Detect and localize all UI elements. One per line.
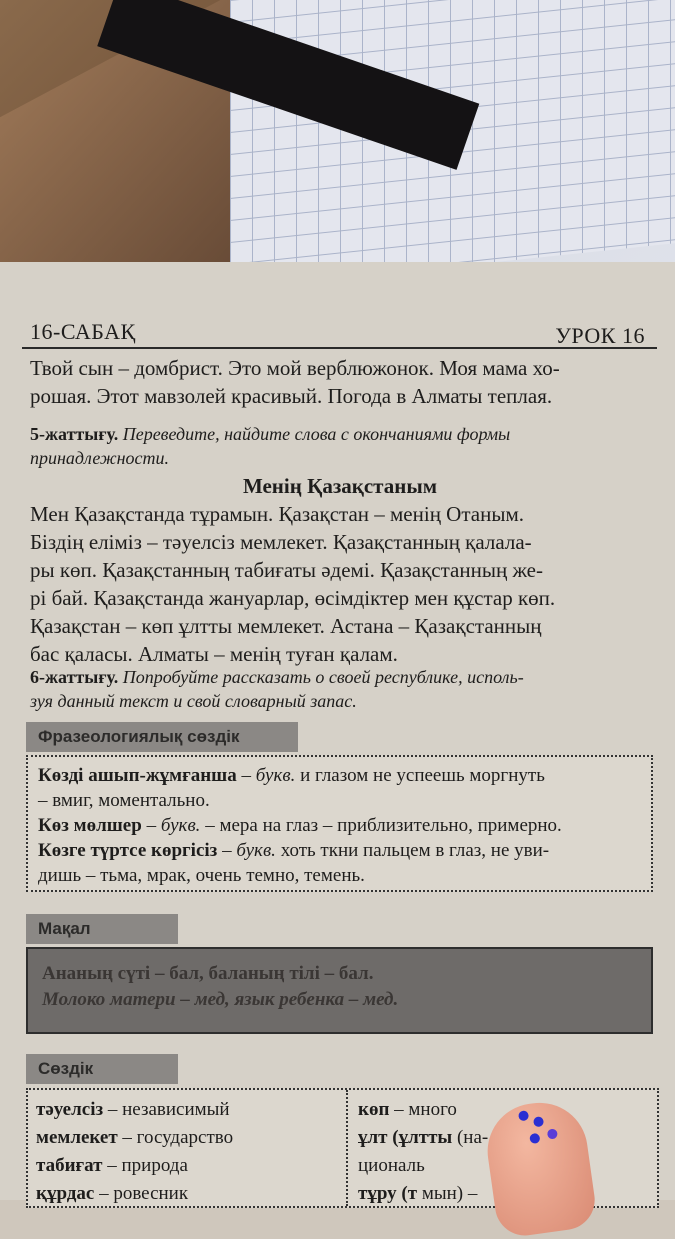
vocab-term: ұлт (ұлтты	[358, 1127, 453, 1148]
phrase-translation: – вмиг, моментально.	[38, 790, 210, 811]
proverb-box	[26, 947, 653, 1034]
exercise-instruction: принадлежности.	[30, 448, 170, 468]
phrase-translation: и глазом не успеешь моргнуть	[300, 765, 545, 786]
nail-gem	[533, 1116, 544, 1127]
text-title: Менің Қазақстаным	[242, 474, 438, 498]
textbook-page	[0, 262, 675, 1204]
proverb-kazakh: Ананың сүті – бал, баланың тілі – бал.	[42, 963, 374, 984]
text-line: рі бай. Қазақстанда жануарлар, өсімдіктер мен құстар көп.	[30, 586, 556, 610]
phrase-term: Көзге түртсе көргісіз	[38, 840, 218, 861]
intro-line: Твой сын – домбрист. Это мой верблюжонок. Моя мама хо-	[30, 356, 560, 380]
exercise-instruction: Переведите, найдите слова с окончаниями формы	[122, 424, 511, 444]
intro-line: рошая. Этот мавзолей красивый. Погода в Алматы теплая.	[30, 384, 553, 408]
proverb-label: Мақал	[26, 914, 178, 944]
phrase-term: Көзді ашып-жұмғанша	[38, 765, 237, 786]
exercise-number: 6-жаттығу.	[30, 667, 119, 687]
vocab-translation: циональ	[358, 1155, 425, 1176]
vocab-translation: мын) –	[421, 1183, 478, 1204]
nail-gem	[518, 1110, 529, 1121]
text-line: бас қаласы. Алматы – менің туған қалам.	[30, 642, 398, 666]
lesson-label-ru: УРОК 16	[555, 323, 645, 348]
exercise-number: 5-жаттығу.	[30, 424, 119, 444]
vocab-translation: (на-	[456, 1127, 489, 1148]
proverb-russian: Молоко матери – мед, язык ребенка – мед.	[42, 989, 399, 1010]
phraseology-box: Көзді ашып-жұмғанша – букв. и глазом не успеешь моргнуть – вмиг, моментально. Көз мөлшер – букв. – мера на глаз – приблизительно, примерно. Көзге түртсе көргісіз – букв. хоть ткни пальцем в глаз, не уви- дишь – тьма, мрак, очень темно, темень.	[26, 755, 653, 892]
reading-text	[30, 500, 650, 668]
vocab-term: тәуелсіз	[36, 1099, 104, 1120]
nail-gem	[547, 1128, 558, 1139]
vocab-translation: – государство	[122, 1127, 234, 1148]
phrase-note: букв.	[255, 765, 296, 786]
vocab-term: көп	[358, 1099, 390, 1120]
phraseology-label: Фразеологиялық сөздік	[26, 722, 298, 752]
lesson-label-kz: 16-САБАҚ	[30, 319, 136, 344]
exercise-instruction: Попробуйте рассказать о своей республике, исполь-	[122, 667, 524, 687]
phrase-term: Көз мөлшер	[38, 815, 142, 836]
exercise-6	[30, 665, 650, 713]
phrase-note: букв.	[236, 840, 276, 861]
vocabulary-left-column	[36, 1096, 233, 1208]
intro-paragraph	[30, 354, 650, 410]
vocab-term: мемлекет	[36, 1127, 118, 1148]
desk-background	[0, 0, 675, 300]
column-divider	[346, 1090, 348, 1206]
phrase-translation: хоть ткни пальцем в глаз, не уви-	[280, 840, 550, 861]
exercise-5	[30, 422, 650, 470]
text-line: Біздің еліміз – тәуелсіз мемлекет. Қазақстанның қалала-	[30, 530, 532, 554]
nail-gem	[529, 1133, 540, 1144]
text-line: Қазақстан – көп ұлтты мемлекет. Астана – Қазақстанның	[30, 614, 542, 638]
vocab-translation: – ровесник	[99, 1183, 189, 1204]
phrase-translation: – мера на глаз – приблизительно, примерно.	[205, 815, 562, 836]
vocab-term: табиғат	[36, 1155, 103, 1176]
vocab-translation: – природа	[107, 1155, 188, 1176]
vocabulary-label: Сөздік	[26, 1054, 178, 1084]
vocab-translation: – много	[394, 1099, 457, 1120]
page-header	[22, 317, 657, 349]
text-line: ры көп. Қазақстанның табиғаты әдемі. Қазақстанның же-	[30, 558, 543, 582]
exercise-instruction: зуя данный текст и свой словарный запас.	[30, 691, 357, 711]
phrase-translation: дишь – тьма, мрак, очень темно, темень.	[38, 865, 365, 886]
vocab-translation: – независимый	[107, 1099, 230, 1120]
vocabulary-right-column	[358, 1096, 488, 1208]
vocab-term: құрдас	[36, 1183, 95, 1204]
phrase-note: букв.	[160, 815, 201, 836]
vocab-term: тұру (т	[358, 1183, 418, 1204]
text-line: Мен Қазақстанда тұрамын. Қазақстан – менің Отаным.	[30, 502, 524, 526]
